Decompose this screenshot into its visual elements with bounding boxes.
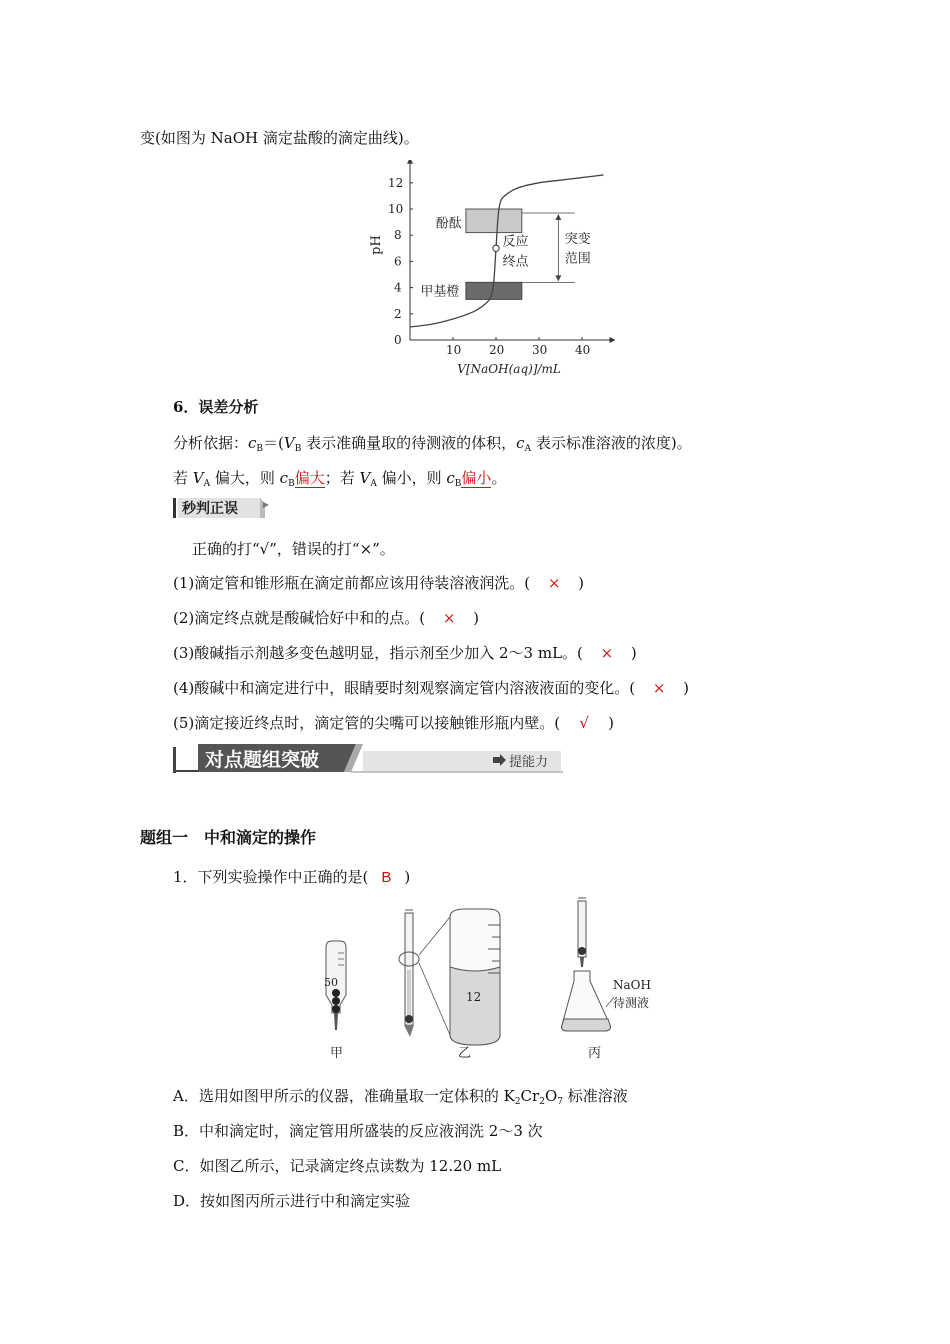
basis-sub-a: A	[524, 444, 532, 454]
jump-range-label-1: 突变	[564, 232, 591, 248]
judge-item-text: (5)滴定接近终点时，滴定管的尖嘴可以接触锥形瓶内壁。(	[173, 714, 561, 732]
figure-jia-burette	[324, 941, 346, 1030]
answer-pianda: 偏大	[294, 469, 325, 487]
x-tick-label: 10	[446, 343, 462, 357]
figure-bing-flask	[562, 898, 651, 1031]
option-a-text3: O	[544, 1087, 558, 1105]
error-basis-line	[173, 432, 692, 454]
basis-c: c	[248, 434, 257, 452]
question-1-text: 1．下列实验操作中正确的是(	[173, 868, 369, 886]
quick-judge-banner	[173, 497, 273, 519]
figure-label-jia: 甲	[330, 1046, 344, 1061]
basis-mid: ＝(	[263, 434, 284, 452]
l2-c: c	[279, 469, 289, 487]
titration-chart	[360, 160, 620, 385]
judge-close: )	[578, 574, 584, 592]
judge-item-text: (1)滴定管和锥形瓶在滴定前都应该用待装溶液润洗。(	[173, 574, 531, 592]
x-tick-label: 30	[532, 343, 548, 357]
error-conclusion-line	[173, 467, 506, 489]
endpoint-marker	[493, 245, 499, 251]
l2-c2sub: B	[454, 479, 462, 489]
y-tick-label: 0	[394, 333, 402, 347]
x-axis-label: V[NaOH(aq)]/mL	[457, 362, 561, 376]
x-axis-arrow-icon	[610, 337, 616, 343]
endpoint-label-2: 终点	[502, 254, 529, 270]
option-a	[173, 1085, 628, 1107]
l2-vsub: A	[203, 479, 211, 489]
l2-p4: 偏小，则	[376, 469, 447, 487]
judge-close: )	[630, 644, 637, 662]
y-tick-label: 6	[394, 254, 402, 269]
judge-answer: √	[579, 714, 589, 732]
l2-csub: B	[288, 479, 295, 489]
question-1-close: )	[404, 868, 411, 886]
judge-close: )	[683, 679, 689, 697]
basis-desc1: 表示准确量取的待测液的体积，	[301, 434, 517, 452]
y-axis-label: pH	[369, 235, 384, 255]
judge-close: )	[473, 609, 479, 627]
group1-title: 题组一 中和滴定的操作	[140, 828, 317, 847]
answer-pianxiao: 偏小	[461, 469, 492, 487]
figure-label-bing: 丙	[588, 1046, 602, 1061]
judge-answer: ×	[442, 609, 456, 627]
x-tick-label: 40	[575, 343, 591, 357]
practice-banner	[173, 743, 563, 773]
intro-prefix: 变(如图为	[140, 129, 211, 147]
figure-yi-reading: 12	[466, 990, 482, 1004]
endpoint-label-1: 反应	[502, 234, 529, 250]
quick-judge-banner-text: 秒判正误	[182, 501, 238, 517]
jump-range-label-2: 范围	[564, 251, 591, 267]
basis-sub: B	[256, 444, 264, 454]
arrow-up-icon	[555, 214, 561, 220]
y-tick-label: 8	[394, 228, 402, 243]
judge-item-2	[173, 607, 479, 628]
methyl-orange-label: 甲基橙	[420, 284, 460, 300]
judge-item-1	[173, 572, 584, 593]
y-tick-label: 2	[394, 306, 402, 321]
figure-bing-label1: NaOH	[613, 978, 651, 992]
judge-item-3	[173, 642, 637, 663]
l2-p2: 偏大，则	[210, 469, 280, 487]
practice-banner-right: 提能力	[509, 755, 549, 770]
judge-item-text: (2)滴定终点就是酸碱恰好中和的点。(	[173, 609, 426, 627]
y-tick-label: 12	[388, 175, 404, 190]
flag-icon	[263, 502, 269, 508]
phenolphthalein-label: 酚酞	[435, 216, 462, 232]
x-tick-label: 20	[489, 343, 505, 357]
apparatus-figure	[310, 895, 670, 1070]
judge-answer: ×	[600, 644, 614, 662]
judge-answer: ×	[652, 679, 666, 697]
figure-yi-burette	[399, 909, 500, 1045]
y-tick-label: 4	[394, 280, 402, 295]
option-a-text4: 标准溶液	[562, 1087, 628, 1105]
intro-naoh: NaOH	[210, 129, 259, 147]
figure-bing-label2: 待测液	[613, 996, 650, 1010]
option-b: B．中和滴定时，滴定管用所盛装的反应液润洗 2～3 次	[173, 1122, 543, 1140]
phenolphthalein-box	[466, 209, 522, 233]
option-d: D．按如图丙所示进行中和滴定实验	[173, 1192, 411, 1210]
l2-end: 。	[491, 469, 507, 487]
question-1-answer: B	[381, 869, 392, 886]
section6-title: 6．误差分析	[173, 398, 259, 416]
option-c: C．如图乙所示，记录滴定终点读数为 12.20 mL	[173, 1157, 502, 1175]
l2-v: V	[192, 469, 204, 487]
judge-item-4	[173, 677, 689, 698]
y-axis-arrow-icon	[407, 160, 413, 164]
option-a-sub1: 2	[514, 1097, 521, 1107]
l2-v2: V	[359, 469, 371, 487]
judge-item-text: (3)酸碱指示剂越多变色越明显，指示剂至少加入 2～3 mL。(	[173, 644, 583, 662]
basis-label: 分析依据：	[173, 434, 249, 452]
y-tick-label: 10	[388, 202, 404, 216]
judge-close: )	[608, 714, 614, 732]
option-a-sub3: 7	[557, 1097, 563, 1107]
option-a-text2: Cr	[520, 1087, 540, 1105]
l2-p3: ；若	[324, 469, 360, 487]
judge-item-5	[173, 712, 614, 733]
l2-v2sub: A	[370, 479, 377, 489]
arrow-down-icon	[555, 275, 561, 281]
intro-line	[140, 127, 419, 148]
basis-vsub: B	[294, 444, 302, 454]
figure-jia-mark: 50	[324, 976, 338, 989]
figure-label-yi: 乙	[458, 1046, 472, 1061]
judge-answer: ×	[547, 574, 561, 592]
intro-suffix: 滴定盐酸的滴定曲线)。	[258, 129, 419, 147]
judge-item-text: (4)酸碱中和滴定进行中，眼睛要时刻观察滴定管内溶液液面的变化。(	[173, 679, 636, 697]
basis-desc2: 表示标准溶液的浓度)。	[531, 434, 692, 452]
judge-instruction: 正确的打“√”，错误的打“×”。	[192, 540, 395, 558]
basis-c2: c	[516, 434, 525, 452]
basis-v: V	[283, 434, 295, 452]
question-1	[173, 866, 410, 887]
option-a-text1: A．选用如图甲所示的仪器，准确量取一定体积的 K	[173, 1087, 515, 1105]
l2-c2: c	[446, 469, 455, 487]
option-a-sub2: 2	[539, 1097, 545, 1107]
l2-p1: 若	[173, 469, 193, 487]
practice-banner-title: 对点题组突破	[205, 749, 320, 771]
